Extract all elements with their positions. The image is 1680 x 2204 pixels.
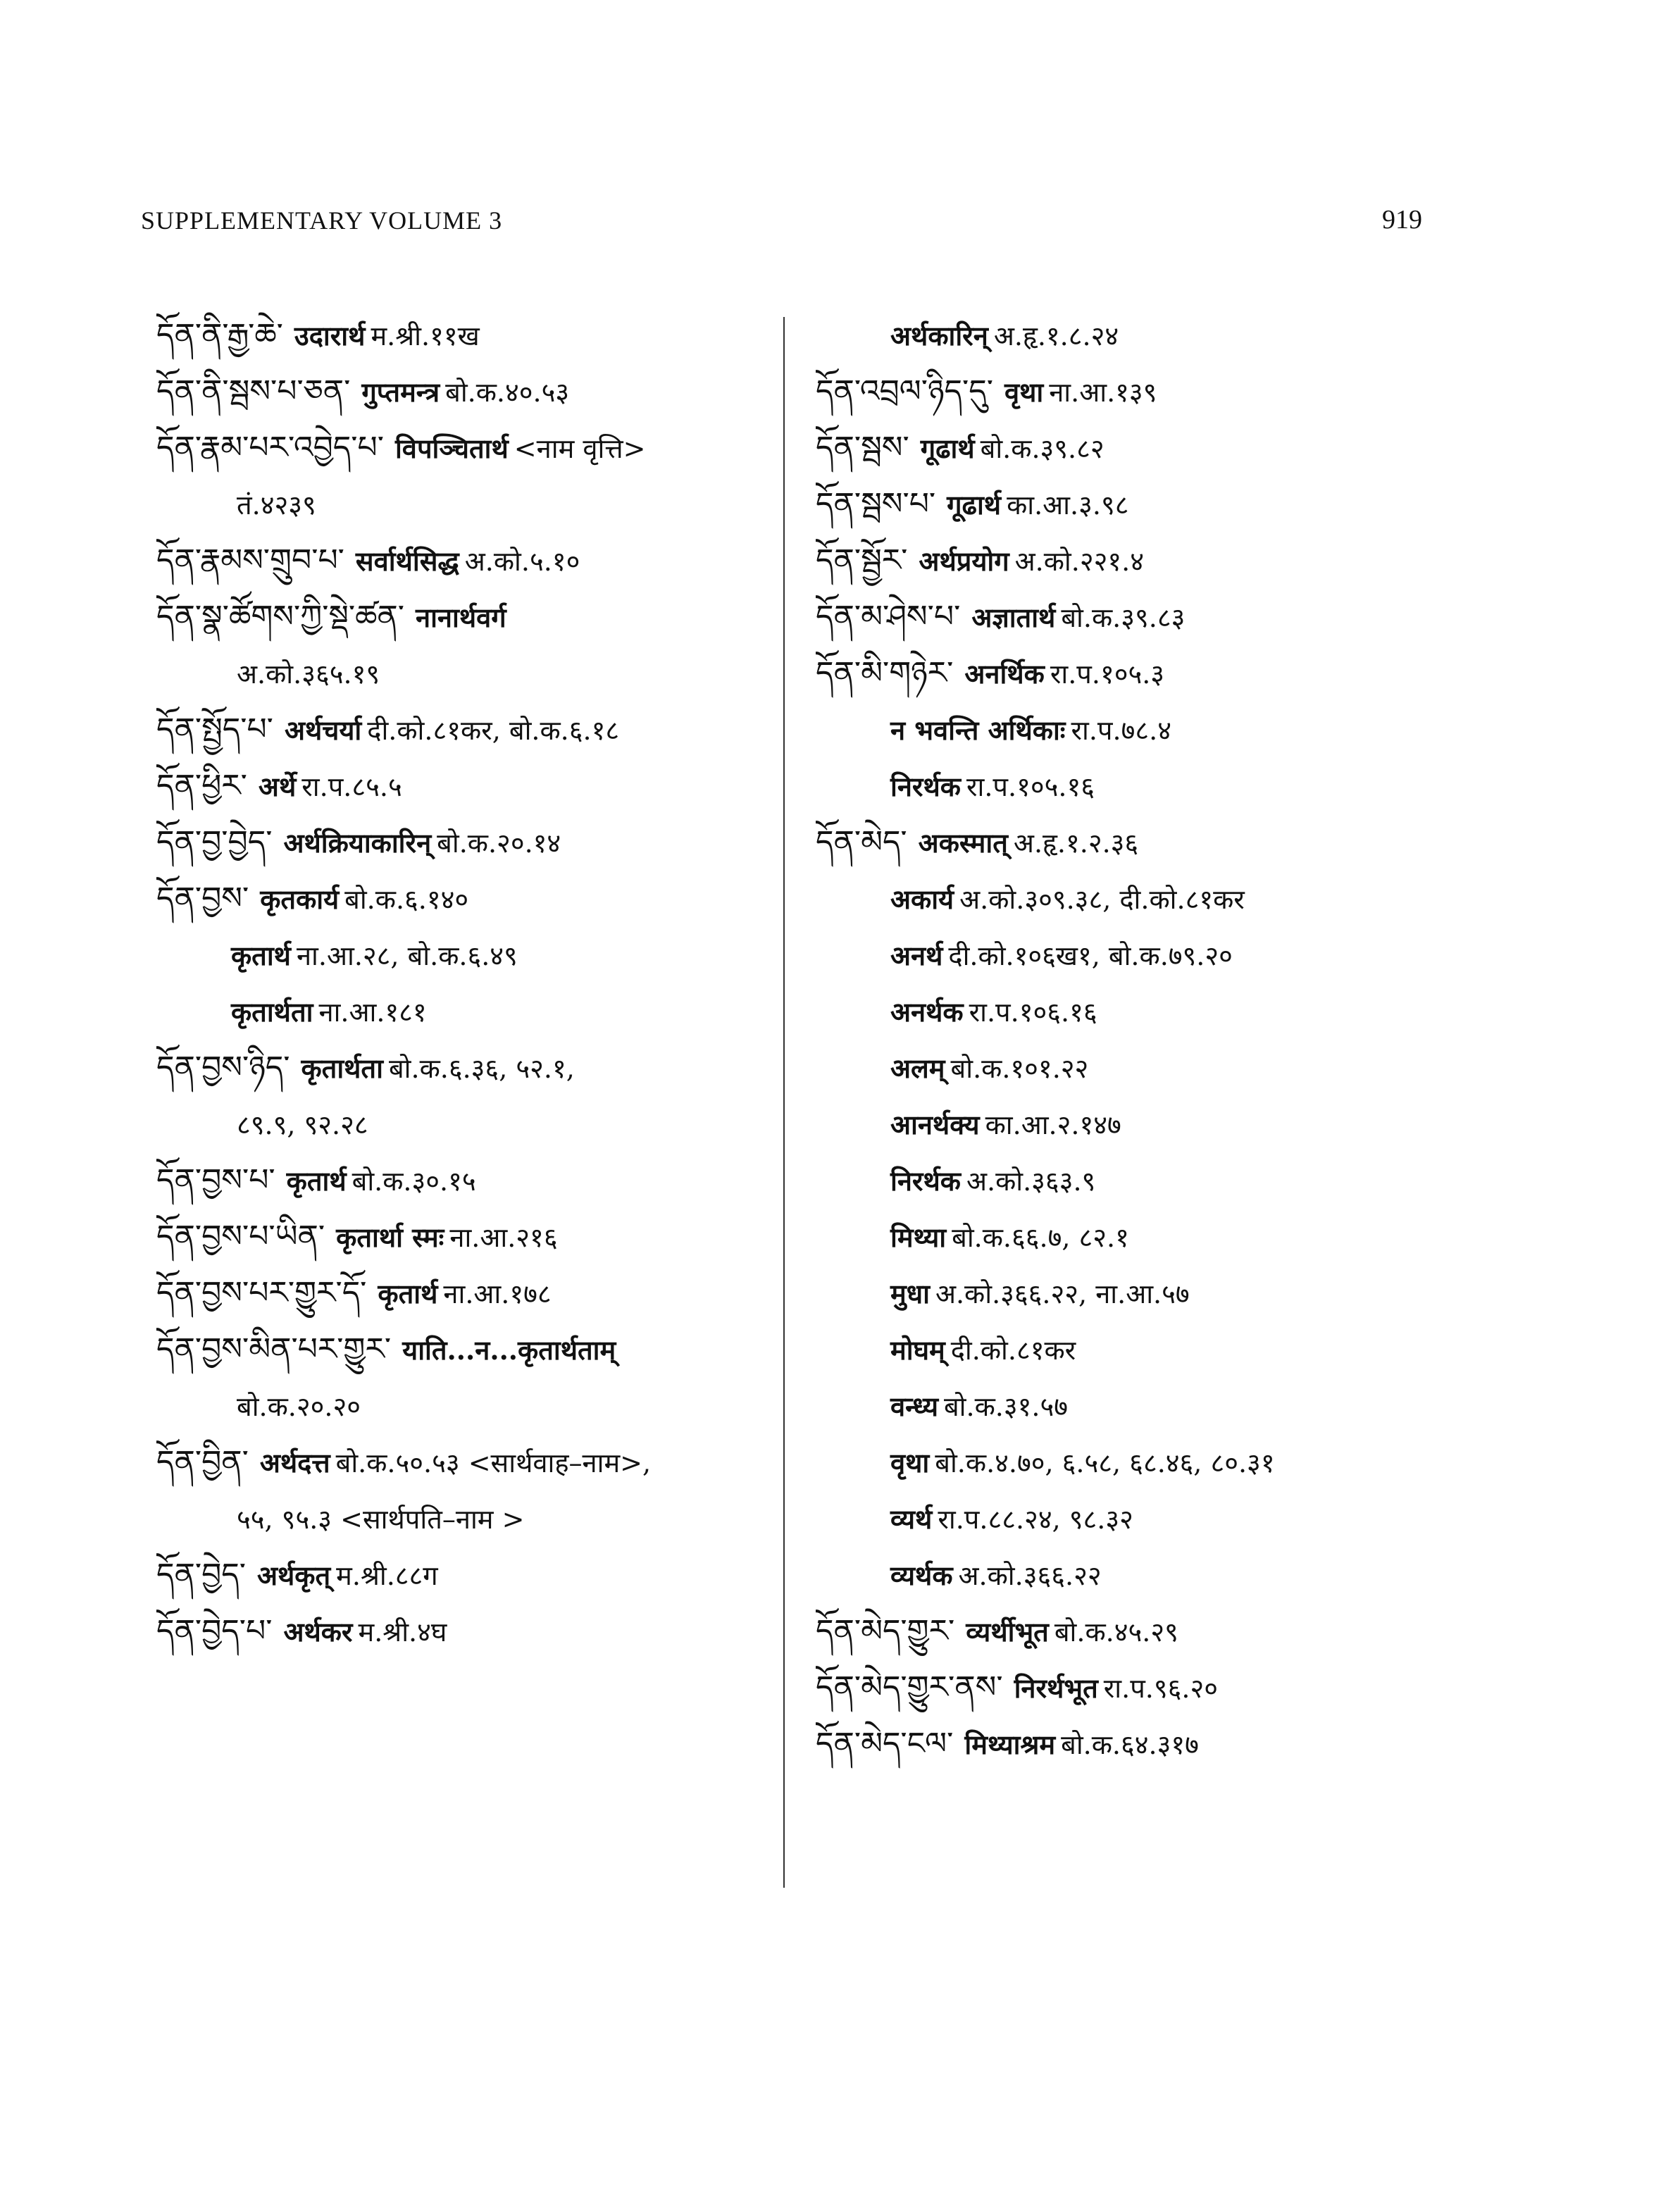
source-reference: तं.४२३९ xyxy=(237,490,316,521)
sanskrit-equivalent: अलम् xyxy=(890,1052,945,1084)
dictionary-entry xyxy=(816,1547,1436,1603)
dictionary-entry xyxy=(156,814,776,871)
tibetan-headword: དོན་ཕྱིར་ xyxy=(156,768,247,804)
tibetan-headword: དོན་བྱས་པར་གྱུར་དོ་ xyxy=(156,1275,367,1311)
tibetan-headword: དོན་བྱས་ཉིད་ xyxy=(156,1050,290,1085)
dictionary-entry xyxy=(816,1660,1436,1716)
sanskrit-equivalent: कृतकार्य xyxy=(260,883,340,915)
dictionary-entry xyxy=(816,589,1436,645)
dictionary-entry xyxy=(816,758,1436,814)
right-column xyxy=(816,307,1436,1772)
source-reference: म.श्री.४घ xyxy=(358,1617,447,1648)
source-reference: अ.को.२२१.४ xyxy=(1014,546,1144,577)
dictionary-entry xyxy=(816,1152,1436,1209)
dictionary-entry xyxy=(816,1603,1436,1660)
source-reference: बो.क.४.७०, ६.५८, ६८.४६, ८०.३१ xyxy=(935,1447,1275,1478)
tibetan-headword: དོན་མེད་གྱུར་ xyxy=(816,1613,955,1649)
source-reference: ना.आ.२१६ xyxy=(449,1222,558,1253)
tibetan-headword: དོན་བྱེད་ xyxy=(156,1557,246,1593)
tibetan-headword: དོན་བྱ་བྱེད་ xyxy=(156,824,273,860)
sanskrit-equivalent: मिथ्या xyxy=(890,1221,947,1253)
dictionary-entry xyxy=(816,533,1436,589)
sanskrit-equivalent: मुधा xyxy=(890,1278,930,1309)
dictionary-entry xyxy=(156,927,776,983)
source-reference: बो.क.६६.७, ८२.१ xyxy=(952,1222,1129,1253)
sanskrit-equivalent: अर्थप्रयोग xyxy=(919,545,1009,577)
source-reference: रा.प.९६.२० xyxy=(1103,1673,1218,1704)
dictionary-entry xyxy=(156,645,776,702)
source-reference: अ.हृ.१.८.२४ xyxy=(993,320,1119,351)
source-reference: दी.को.१०६ख१, बो.क.७९.२० xyxy=(948,940,1233,971)
sanskrit-equivalent: नानार्थवर्ग xyxy=(416,602,506,633)
source-reference: ना.आ.१३९ xyxy=(1049,377,1157,408)
sanskrit-equivalent: निरर्थभूत xyxy=(1014,1672,1098,1704)
source-reference: बो.क.२०.२० xyxy=(237,1391,361,1422)
source-reference: बो.क.६४.३१७ xyxy=(1061,1729,1199,1760)
source-reference: बो.क.३९.८२ xyxy=(980,433,1105,464)
source-reference: रा.प.१०६.१६ xyxy=(969,997,1097,1028)
sanskrit-equivalent: अर्थे xyxy=(258,771,297,802)
sanskrit-equivalent: वन्ध्य xyxy=(890,1390,938,1422)
dictionary-entry xyxy=(156,1490,776,1547)
dictionary-entry xyxy=(816,1265,1436,1321)
dictionary-entry xyxy=(156,589,776,645)
source-reference: रा.प.७८.४ xyxy=(1071,715,1171,746)
dictionary-entry xyxy=(156,1434,776,1490)
sanskrit-equivalent: व्यर्थीभूत xyxy=(966,1616,1049,1648)
sanskrit-equivalent: अनर्थक xyxy=(890,996,964,1028)
dictionary-entry xyxy=(156,983,776,1040)
source-reference: दी.को.८१कर, बो.क.६.१८ xyxy=(367,715,620,746)
column-divider xyxy=(783,317,785,1888)
tibetan-headword: དོན་སྦས་ xyxy=(816,430,909,466)
sanskrit-equivalent: गूढार्थ xyxy=(920,432,975,464)
source-reference: म.श्री.११ख xyxy=(371,320,480,351)
sanskrit-equivalent: न भवन्ति अर्थिकाः xyxy=(890,714,1066,746)
source-reference: दी.को.८१कर xyxy=(950,1335,1076,1366)
source-reference: बो.क.१०१.२२ xyxy=(950,1053,1089,1084)
sanskrit-equivalent: अर्थदत्त xyxy=(259,1447,330,1478)
source-reference: ८९.९, ९२.२८ xyxy=(237,1109,368,1140)
dictionary-entry xyxy=(156,1040,776,1096)
page-number: 919 xyxy=(1382,205,1422,235)
sanskrit-equivalent: मिथ्याश्रम xyxy=(964,1729,1056,1760)
dictionary-entry xyxy=(156,476,776,533)
dictionary-entry xyxy=(816,1716,1436,1772)
sanskrit-equivalent: कृतार्था स्मः xyxy=(336,1221,444,1253)
source-reference: ५५, ९५.३ <सार्थपति–नाम > xyxy=(237,1504,525,1535)
source-reference: का.आ.२.१४७ xyxy=(985,1109,1121,1140)
dictionary-entry xyxy=(816,1209,1436,1265)
source-reference: बो.क.२०.१४ xyxy=(437,828,561,859)
tibetan-headword: དོན་སྦྱོར་ xyxy=(816,542,908,578)
sanskrit-equivalent: व्यर्थक xyxy=(890,1559,953,1591)
source-reference: रा.प.८५.५ xyxy=(301,771,402,802)
source-reference: बो.क.५०.५३ <सार्थवाह–नाम>, xyxy=(335,1447,652,1478)
dictionary-entry xyxy=(816,1321,1436,1378)
source-reference: बो.क.३१.५७ xyxy=(943,1391,1068,1422)
tibetan-headword: དོན་རྣམ་པར་འབྱེད་པ་ xyxy=(156,430,384,466)
sanskrit-equivalent: विपञ्चितार्थ xyxy=(394,432,509,464)
dictionary-entry xyxy=(156,1209,776,1265)
tibetan-headword: དོན་མ་ཤེས་པ་ xyxy=(816,599,961,635)
source-reference: बो.क.३९.८३ xyxy=(1061,602,1186,633)
source-reference: <नाम वृत्ति> xyxy=(514,433,646,464)
dictionary-entry xyxy=(816,1434,1436,1490)
dictionary-entry xyxy=(816,476,1436,533)
source-reference: रा.प.१०५.३ xyxy=(1050,659,1165,690)
dictionary-entry xyxy=(156,1547,776,1603)
sanskrit-equivalent: वृथा xyxy=(890,1447,930,1478)
dictionary-entry xyxy=(156,1096,776,1152)
tibetan-headword: དོན་མེད་གྱུར་ནས་ xyxy=(816,1669,1003,1705)
dictionary-entry xyxy=(156,1603,776,1660)
tibetan-headword: དོན་སྤྱོད་པ་ xyxy=(156,711,273,747)
source-reference: बो.क.४५.२९ xyxy=(1054,1617,1178,1648)
source-reference: ना.आ.१८१ xyxy=(318,997,427,1028)
tibetan-headword: དོན་མེད་ xyxy=(816,824,907,860)
source-reference: बो.क.६.३६, ५२.१, xyxy=(388,1053,575,1084)
sanskrit-equivalent: अकार्य xyxy=(890,883,954,915)
dictionary-entry xyxy=(816,702,1436,758)
sanskrit-equivalent: वृथा xyxy=(1004,376,1044,408)
tibetan-headword: དོན་བྱས་པ་ xyxy=(156,1162,275,1198)
sanskrit-equivalent: कृतार्थ xyxy=(378,1278,438,1309)
source-reference: का.आ.३.९८ xyxy=(1007,490,1129,521)
sanskrit-equivalent: अर्थकृत् xyxy=(256,1559,331,1591)
sanskrit-equivalent: कृतार्थता xyxy=(231,996,313,1028)
dictionary-entry xyxy=(156,363,776,420)
source-reference: अ.हृ.१.२.३६ xyxy=(1013,828,1139,859)
sanskrit-equivalent: अज्ञातार्थ xyxy=(971,602,1056,633)
source-reference: बो.क.४०.५३ xyxy=(445,377,570,408)
sanskrit-equivalent: याति...न...कृतार्थताम् xyxy=(402,1334,616,1366)
dictionary-entry xyxy=(816,307,1436,363)
source-reference: ना.आ.२८, बो.क.६.४९ xyxy=(296,940,518,971)
dictionary-entry xyxy=(816,420,1436,476)
dictionary-entry xyxy=(816,871,1436,927)
sanskrit-equivalent: निरर्थक xyxy=(890,1165,961,1197)
source-reference: अ.को.३६५.१९ xyxy=(237,659,380,690)
source-reference: अ.को.३६३.९ xyxy=(966,1166,1096,1197)
dictionary-entry xyxy=(816,983,1436,1040)
tibetan-headword: དོན་མེད་ངལ་ xyxy=(816,1726,954,1762)
sanskrit-equivalent: अर्थकर xyxy=(283,1616,353,1648)
source-reference: अ.को.३०९.३८, दी.को.८१कर xyxy=(959,884,1245,915)
sanskrit-equivalent: गूढार्थ xyxy=(947,489,1002,521)
sanskrit-equivalent: सर्वार्थसिद्ध xyxy=(355,545,459,577)
tibetan-headword: དོན་སྦས་པ་ xyxy=(816,486,936,522)
dictionary-entry xyxy=(816,927,1436,983)
dictionary-entry xyxy=(156,1152,776,1209)
sanskrit-equivalent: अनर्थिक xyxy=(964,658,1045,690)
source-reference: ना.आ.१७८ xyxy=(443,1278,552,1309)
dictionary-entry xyxy=(816,1040,1436,1096)
sanskrit-equivalent: अर्थक्रियाकारिन् xyxy=(283,827,432,859)
tibetan-headword: དོན་རྣམས་གྲུབ་པ་ xyxy=(156,542,344,578)
source-reference: रा.प.१०५.१६ xyxy=(966,771,1095,802)
dictionary-entry xyxy=(816,1378,1436,1434)
tibetan-headword: དོན་བྱས་ xyxy=(156,880,249,916)
source-reference: रा.प.८८.२४, ९८.३२ xyxy=(938,1504,1133,1535)
dictionary-entry xyxy=(816,363,1436,420)
tibetan-headword: དོན་འབྲལ་ཉིད་དུ་ xyxy=(816,373,993,409)
sanskrit-equivalent: मोघम् xyxy=(890,1334,945,1366)
dictionary-entry xyxy=(156,1378,776,1434)
sanskrit-equivalent: आनर्थक्य xyxy=(890,1109,980,1140)
left-column xyxy=(156,307,776,1660)
running-head: SUPPLEMENTARY VOLUME 3 xyxy=(141,206,503,235)
dictionary-entry xyxy=(156,420,776,476)
sanskrit-equivalent: कृतार्थ xyxy=(286,1165,347,1197)
dictionary-entry xyxy=(816,645,1436,702)
dictionary-entry xyxy=(816,1096,1436,1152)
source-reference: अ.को.५.१० xyxy=(464,546,580,577)
tibetan-headword: དོན་བྱས་མིན་པར་གྱུར་ xyxy=(156,1331,392,1367)
source-reference: अ.को.३६६.२२, ना.आ.५७ xyxy=(935,1278,1190,1309)
tibetan-headword: དོན་ནི་རྒྱ་ཆེ་ xyxy=(156,317,283,353)
tibetan-headword: དོན་སྣ་ཚོགས་ཀྱི་སྡེ་ཚན་ xyxy=(156,599,404,635)
dictionary-entry xyxy=(156,871,776,927)
sanskrit-equivalent: अर्थचर्या xyxy=(284,714,362,746)
sanskrit-equivalent: व्यर्थ xyxy=(890,1503,933,1535)
source-reference: म.श्री.८८ग xyxy=(336,1560,438,1591)
dictionary-entry xyxy=(156,533,776,589)
sanskrit-equivalent: गुप्तमन्त्र xyxy=(361,376,440,408)
source-reference: बो.क.३०.१५ xyxy=(351,1166,476,1197)
source-reference: बो.क.६.१४० xyxy=(344,884,469,915)
dictionary-entry xyxy=(816,814,1436,871)
tibetan-headword: དོན་ནི་སྦས་པ་ཅན་ xyxy=(156,373,351,409)
tibetan-headword: དོན་བྱིན་ xyxy=(156,1444,249,1480)
dictionary-entry xyxy=(816,1490,1436,1547)
dictionary-entry xyxy=(156,758,776,814)
dictionary-entry xyxy=(156,702,776,758)
sanskrit-equivalent: अनर्थ xyxy=(890,940,943,971)
tibetan-headword: དོན་མི་གཉེར་ xyxy=(816,655,954,691)
sanskrit-equivalent: उदारार्थ xyxy=(294,320,366,351)
sanskrit-equivalent: निरर्थक xyxy=(890,771,961,802)
sanskrit-equivalent: कृतार्थता xyxy=(301,1052,383,1084)
source-reference: अ.को.३६६.२२ xyxy=(958,1560,1102,1591)
dictionary-entry xyxy=(156,1321,776,1378)
sanskrit-equivalent: कृतार्थ xyxy=(231,940,291,971)
sanskrit-equivalent: अर्थकारिन् xyxy=(890,320,988,351)
dictionary-entry xyxy=(156,307,776,363)
sanskrit-equivalent: अकस्मात् xyxy=(918,827,1008,859)
tibetan-headword: དོན་བྱེད་པ་ xyxy=(156,1613,273,1649)
dictionary-entry xyxy=(156,1265,776,1321)
tibetan-headword: དོན་བྱས་པ་ཡིན་ xyxy=(156,1219,325,1254)
